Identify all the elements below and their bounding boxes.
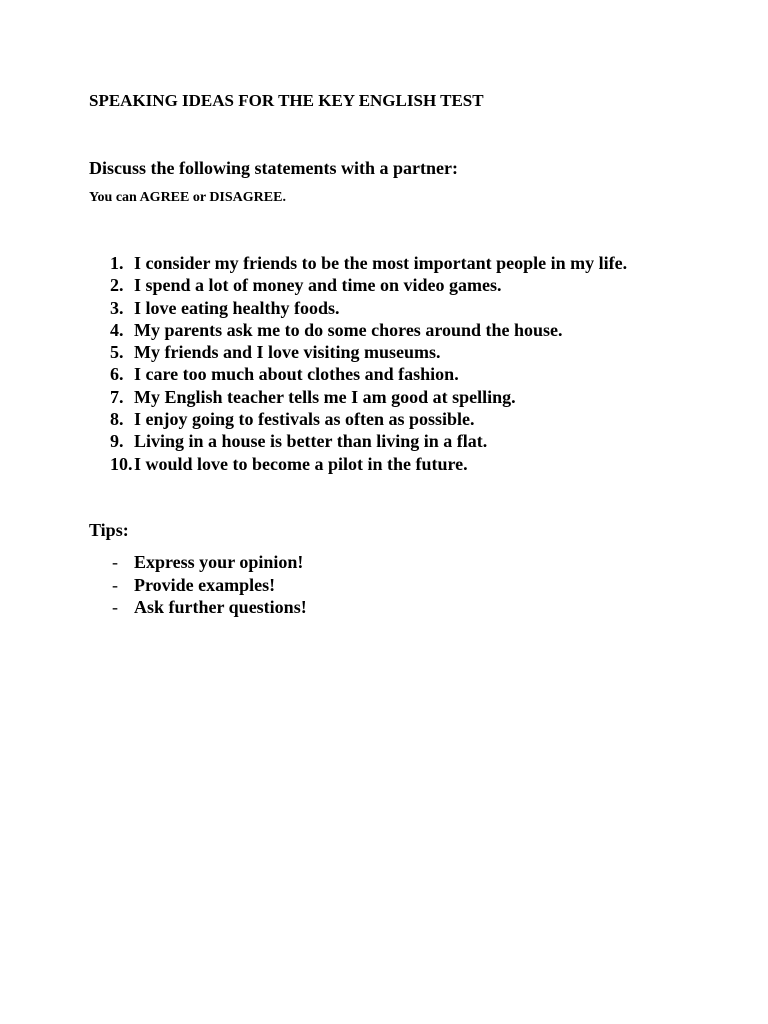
statement-number: 2. <box>110 275 124 296</box>
statement-number: 4. <box>110 319 124 340</box>
statement-number: 5. <box>110 342 124 363</box>
statement-item <box>110 430 627 452</box>
statement-text: Living in a house is better than living in a flat. <box>134 431 488 452</box>
tip-item <box>112 574 307 597</box>
tip-bullet: - <box>112 597 118 617</box>
statement-text: I spend a lot of money and time on video games. <box>134 275 502 296</box>
instruction-text: Discuss the following statements with a partner: <box>89 158 458 178</box>
tip-bullet: - <box>112 574 118 595</box>
statement-number: 9. <box>110 431 124 452</box>
statement-item <box>110 453 627 475</box>
statement-number: 3. <box>110 297 124 318</box>
statement-number: 10. <box>110 453 133 474</box>
tip-text: Provide examples! <box>134 574 276 595</box>
subinstruction-text: You can AGREE or DISAGREE. <box>89 190 286 205</box>
tip-text: Ask further questions! <box>134 597 307 617</box>
statement-list <box>110 252 627 475</box>
statement-item <box>110 252 627 274</box>
statement-item <box>110 386 627 408</box>
statement-text: My English teacher tells me I am good at spelling. <box>134 386 516 407</box>
statement-item <box>110 274 627 296</box>
statement-item <box>110 363 627 385</box>
statement-number: 1. <box>110 253 124 273</box>
statement-item <box>110 297 627 319</box>
tips-heading: Tips: <box>89 520 129 540</box>
statement-number: 7. <box>110 386 124 407</box>
tip-item <box>112 551 307 574</box>
statement-text: My friends and I love visiting museums. <box>134 342 441 363</box>
statement-text: I enjoy going to festivals as often as possible. <box>134 409 475 430</box>
statement-text: I love eating healthy foods. <box>134 297 340 318</box>
statement-item <box>110 408 627 430</box>
statement-text: I would love to become a pilot in the future. <box>134 453 468 474</box>
statement-item <box>110 319 627 341</box>
document-title: SPEAKING IDEAS FOR THE KEY ENGLISH TEST <box>89 91 484 110</box>
statement-text: I care too much about clothes and fashion. <box>134 364 459 385</box>
tip-item <box>112 596 307 619</box>
tip-text: Express your opinion! <box>134 552 304 572</box>
statement-text: My parents ask me to do some chores around the house. <box>134 319 563 340</box>
statement-text: I consider my friends to be the most important people in my life. <box>134 253 628 273</box>
statement-number: 8. <box>110 409 124 430</box>
tip-bullet: - <box>112 552 118 572</box>
tips-list <box>112 551 307 619</box>
statement-item <box>110 341 627 363</box>
statement-number: 6. <box>110 364 124 385</box>
